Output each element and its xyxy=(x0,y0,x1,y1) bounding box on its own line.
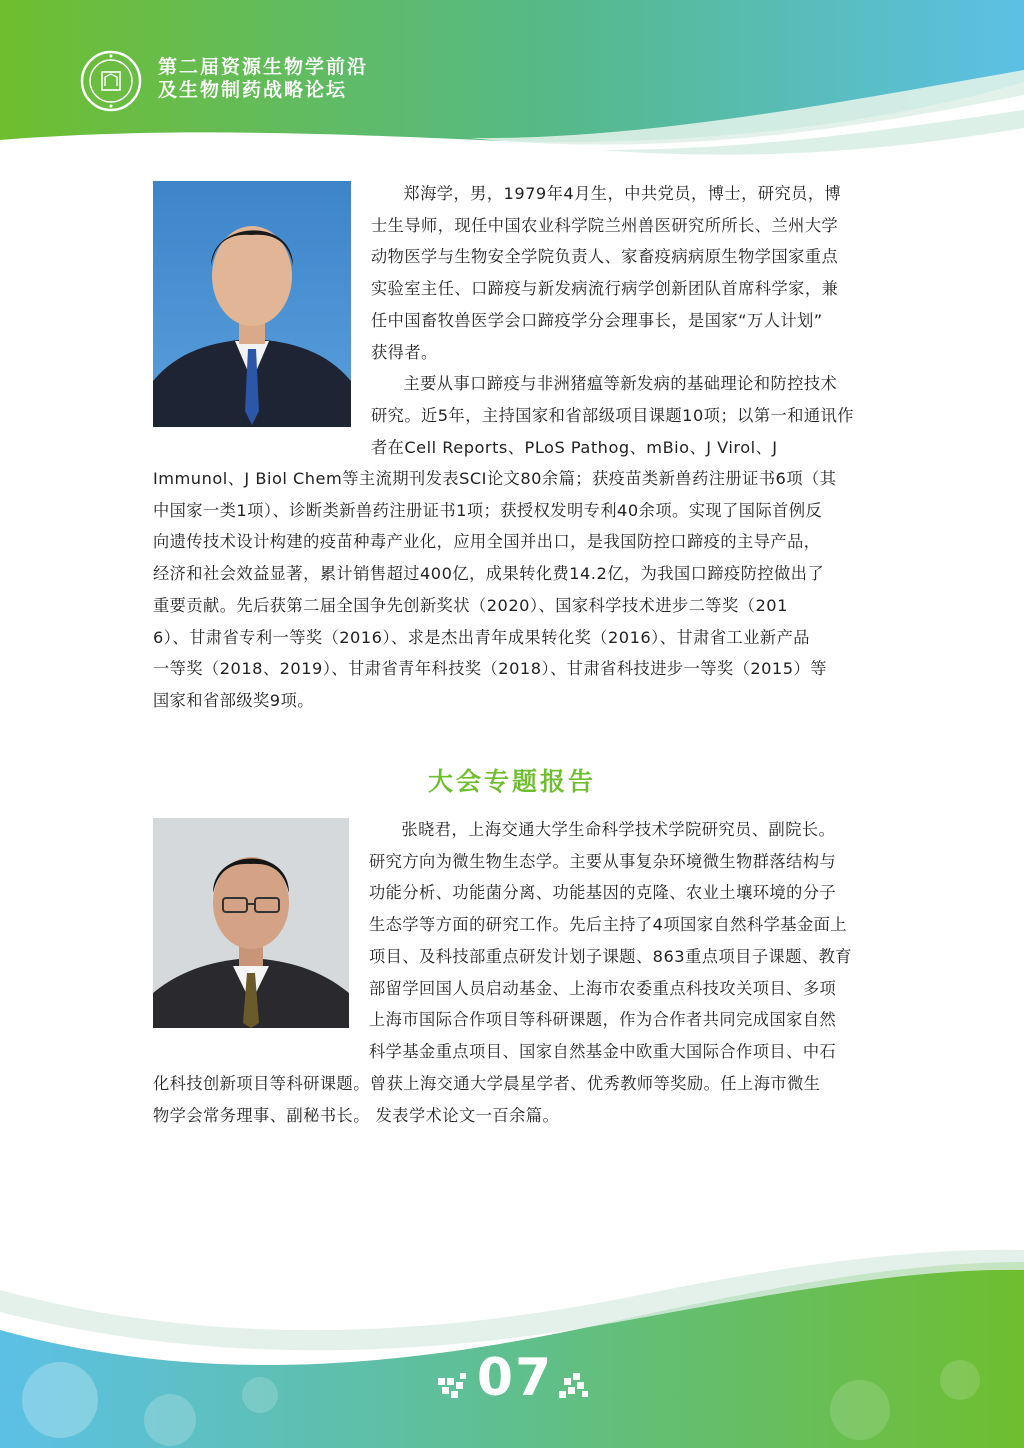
bio-line: 任中国畜牧兽医学会口蹄疫学分会理事长，是国家“万人计划” xyxy=(371,310,823,330)
bio-line: 研究方向为微生物生态学。主要从事复杂环境微生物群落结构与 xyxy=(369,851,837,871)
bio-line: 上海市国际合作项目等科研课题，作为合作者共同完成国家自然 xyxy=(369,1010,837,1030)
bio-line: 中国家一类1项）、诊断类新兽药注册证书1项；获授权发明专利40余项。实现了国际首例反 xyxy=(153,500,823,520)
forum-title-line2: 及生物制药战略论坛 xyxy=(158,79,348,101)
forum-title xyxy=(158,56,368,102)
bio-line: 者在Cell Reports、PLoS Pathog、mBio、J Virol、J xyxy=(371,437,778,457)
bio-line: Immunol、J Biol Chem等主流期刊发表SCI论文80余篇；获疫苗类新兽药注册证书6项（其 xyxy=(153,469,837,488)
bio-line: 一等奖（2018、2019）、甘肃省青年科技奖（2018）、甘肃省科技进步一等奖（2015）等 xyxy=(153,659,827,679)
bio-line: 实验室主任、口蹄疫与新发病流行病学创新团队首席科学家，兼 xyxy=(371,279,839,299)
bio-line: 士生导师，现任中国农业科学院兰州兽医研究所所长、兰州大学 xyxy=(371,215,839,235)
section-title: 大会专题报告 xyxy=(427,767,596,796)
bio-line: 化科技创新项目等科研课题。曾获上海交通大学晨星学者、优秀教师等奖励。任上海市微生 xyxy=(153,1074,821,1093)
bio-line: 张晓君，上海交通大学生命科学技术学院研究员、副院长。 xyxy=(401,820,836,839)
university-seal-icon xyxy=(80,50,142,112)
bio-line: 向遗传技术设计构建的疫苗种毒产业化，应用全国并出口，是我国防控口蹄疫的主导产品， xyxy=(153,532,821,552)
bio-line: 获得者。 xyxy=(371,342,438,362)
bio-line: 动物医学与生物安全学院负责人、家畜疫病病原生物学国家重点 xyxy=(371,247,839,267)
bio-line: 郑海学，男，1979年4月生，中共党员，博士，研究员，博 xyxy=(403,184,842,203)
page-number: 07 xyxy=(476,1348,554,1408)
bio-line: 项目、及科技部重点研发计划子课题、863重点项目子课题、教育 xyxy=(369,946,852,966)
profile-1-bio-top xyxy=(371,178,891,463)
bio-line: 6）、甘肃省专利一等奖（2016）、求是杰出青年成果转化奖（2016）、甘肃省工业新产品 xyxy=(153,627,810,647)
page-number-area xyxy=(430,1348,600,1418)
profile-2-bio-top xyxy=(369,814,891,1068)
bio-line: 国家和省部级奖9项。 xyxy=(153,690,314,710)
bio-line: 部留学回国人员启动基金、上海市农委重点科技攻关项目、多项 xyxy=(369,978,837,998)
forum-title-line1: 第二届资源生物学前沿 xyxy=(158,56,369,78)
profile-1-bio-bottom xyxy=(153,463,891,717)
portrait-photo-2 xyxy=(153,818,349,1028)
bio-line: 科学基金重点项目、国家自然基金中欧重大国际合作项目、中石 xyxy=(369,1041,837,1061)
bio-line: 生态学等方面的研究工作。先后主持了4项国家自然科学基金面上 xyxy=(369,915,848,935)
portrait-photo-1 xyxy=(153,181,351,427)
bio-line: 物学会常务理事、副秘书长。 发表学术论文一百余篇。 xyxy=(153,1105,560,1125)
bio-line: 经济和社会效益显著，累计销售超过400亿，成果转化费14.2亿，为我国口蹄疫防控做出了 xyxy=(153,564,825,584)
bio-line: 研究。近5年，主持国家和省部级项目课题10项；以第一和通讯作 xyxy=(371,405,854,425)
profile-2-bio-bottom xyxy=(153,1068,891,1131)
bio-line: 重要贡献。先后获第二届全国争先创新奖状（2020）、国家科学技术进步二等奖（201 xyxy=(153,595,788,615)
bio-line: 主要从事口蹄疫与非洲猪瘟等新发病的基础理论和防控技术 xyxy=(403,374,838,394)
bio-line: 功能分析、功能菌分离、功能基因的克隆、农业土壤环境的分子 xyxy=(369,883,837,903)
